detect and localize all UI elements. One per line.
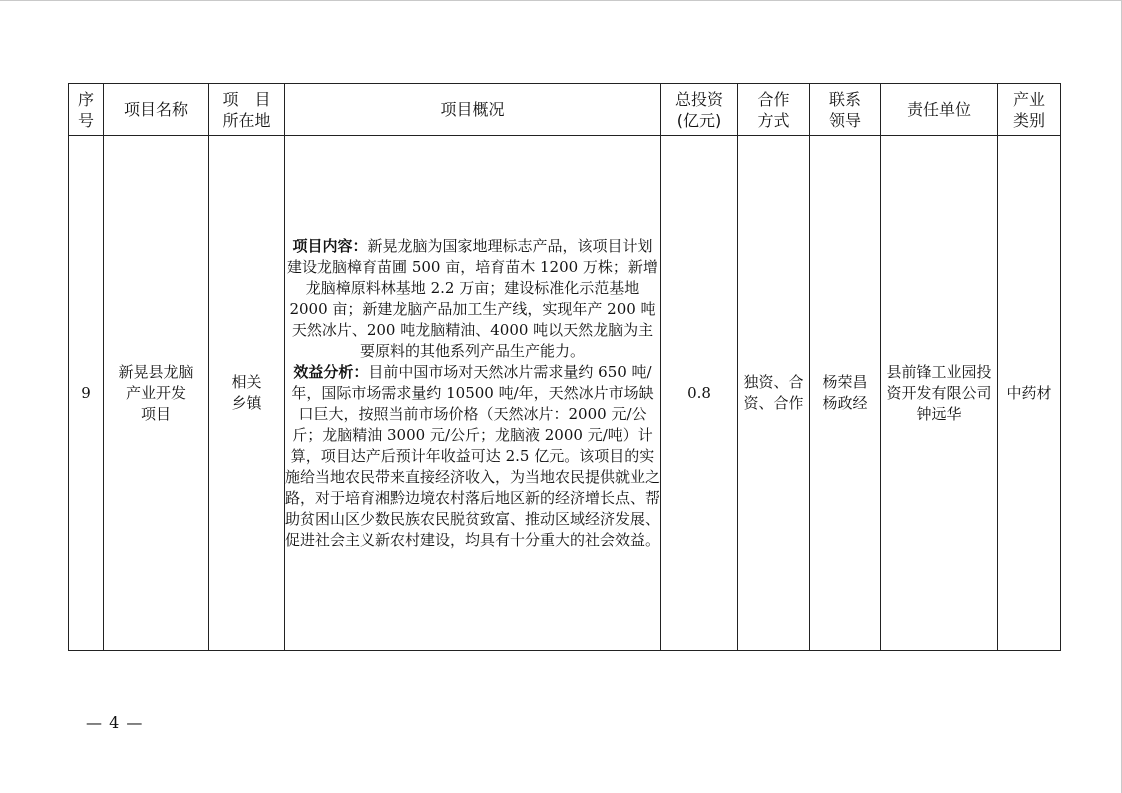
page-edge-top: [0, 0, 1121, 1]
header-contact: 联系 领导: [810, 84, 881, 136]
cell-contact: 杨荣昌 杨政经: [810, 136, 881, 651]
header-location: 项 目 所在地: [209, 84, 285, 136]
content-text: 新晃龙脑为国家地理标志产品，该项目计划建设龙脑樟育苗圃 500 亩，培育苗木 1200 万株；新增龙脑樟原料林基地 2.2 万亩；建设标准化示范基地 2000 亩；新建龙脑产品加工生产线，实现年产 200 吨天然冰片、200 吨龙脑精油、4000 吨以天然龙脑为主要原料的其他系列产品生产能力。: [287, 236, 658, 360]
header-seq: 序 号: [69, 84, 104, 136]
cell-seq: 9: [69, 136, 104, 651]
header-industry: 产业 类别: [998, 84, 1061, 136]
table-header-row: [69, 84, 1061, 136]
table-row: [69, 136, 1061, 651]
cell-industry: 中药材: [998, 136, 1061, 651]
project-table: [68, 83, 1061, 651]
header-investment: 总投资 (亿元): [661, 84, 738, 136]
cell-overview: [285, 136, 661, 651]
benefit-label: 效益分析：: [293, 362, 369, 381]
header-cooperation: 合作 方式: [738, 84, 810, 136]
benefit-text: 目前中国市场对天然冰片需求量约 650 吨/年，国际市场需求量约 10500 吨/年，天然冰片市场缺口巨大，按照当前市场价格（天然冰片：2000 元/公斤；龙脑精油 3000 元/公斤；龙脑液 2000 元/吨）计算，项目达产后预计年收益可达 2.5 亿元。该项目的实施给当地农民带来直接经济收入，为当地农民提供就业之路，对于培育湘黔边境农村落后地区新的经济增长点、帮助贫困山区少数民族农民脱贫致富、推动区域经济发展、促进社会主义新农村建设，均具有十分重大的社会效益。: [285, 362, 661, 549]
page-number: — 4 —: [86, 713, 144, 732]
cell-unit: 县前锋工业园投 资开发有限公司 钟远华: [881, 136, 998, 651]
cell-location: 相关 乡镇: [209, 136, 285, 651]
cell-project-name: 新晃县龙脑 产业开发 项目: [104, 136, 209, 651]
content-label: 项目内容：: [292, 236, 368, 255]
header-name: 项目名称: [104, 84, 209, 136]
cell-investment: 0.8: [661, 136, 738, 651]
header-unit: 责任单位: [881, 84, 998, 136]
header-overview: 项目概况: [285, 84, 661, 136]
cell-cooperation: 独资、合 资、合作: [738, 136, 810, 651]
